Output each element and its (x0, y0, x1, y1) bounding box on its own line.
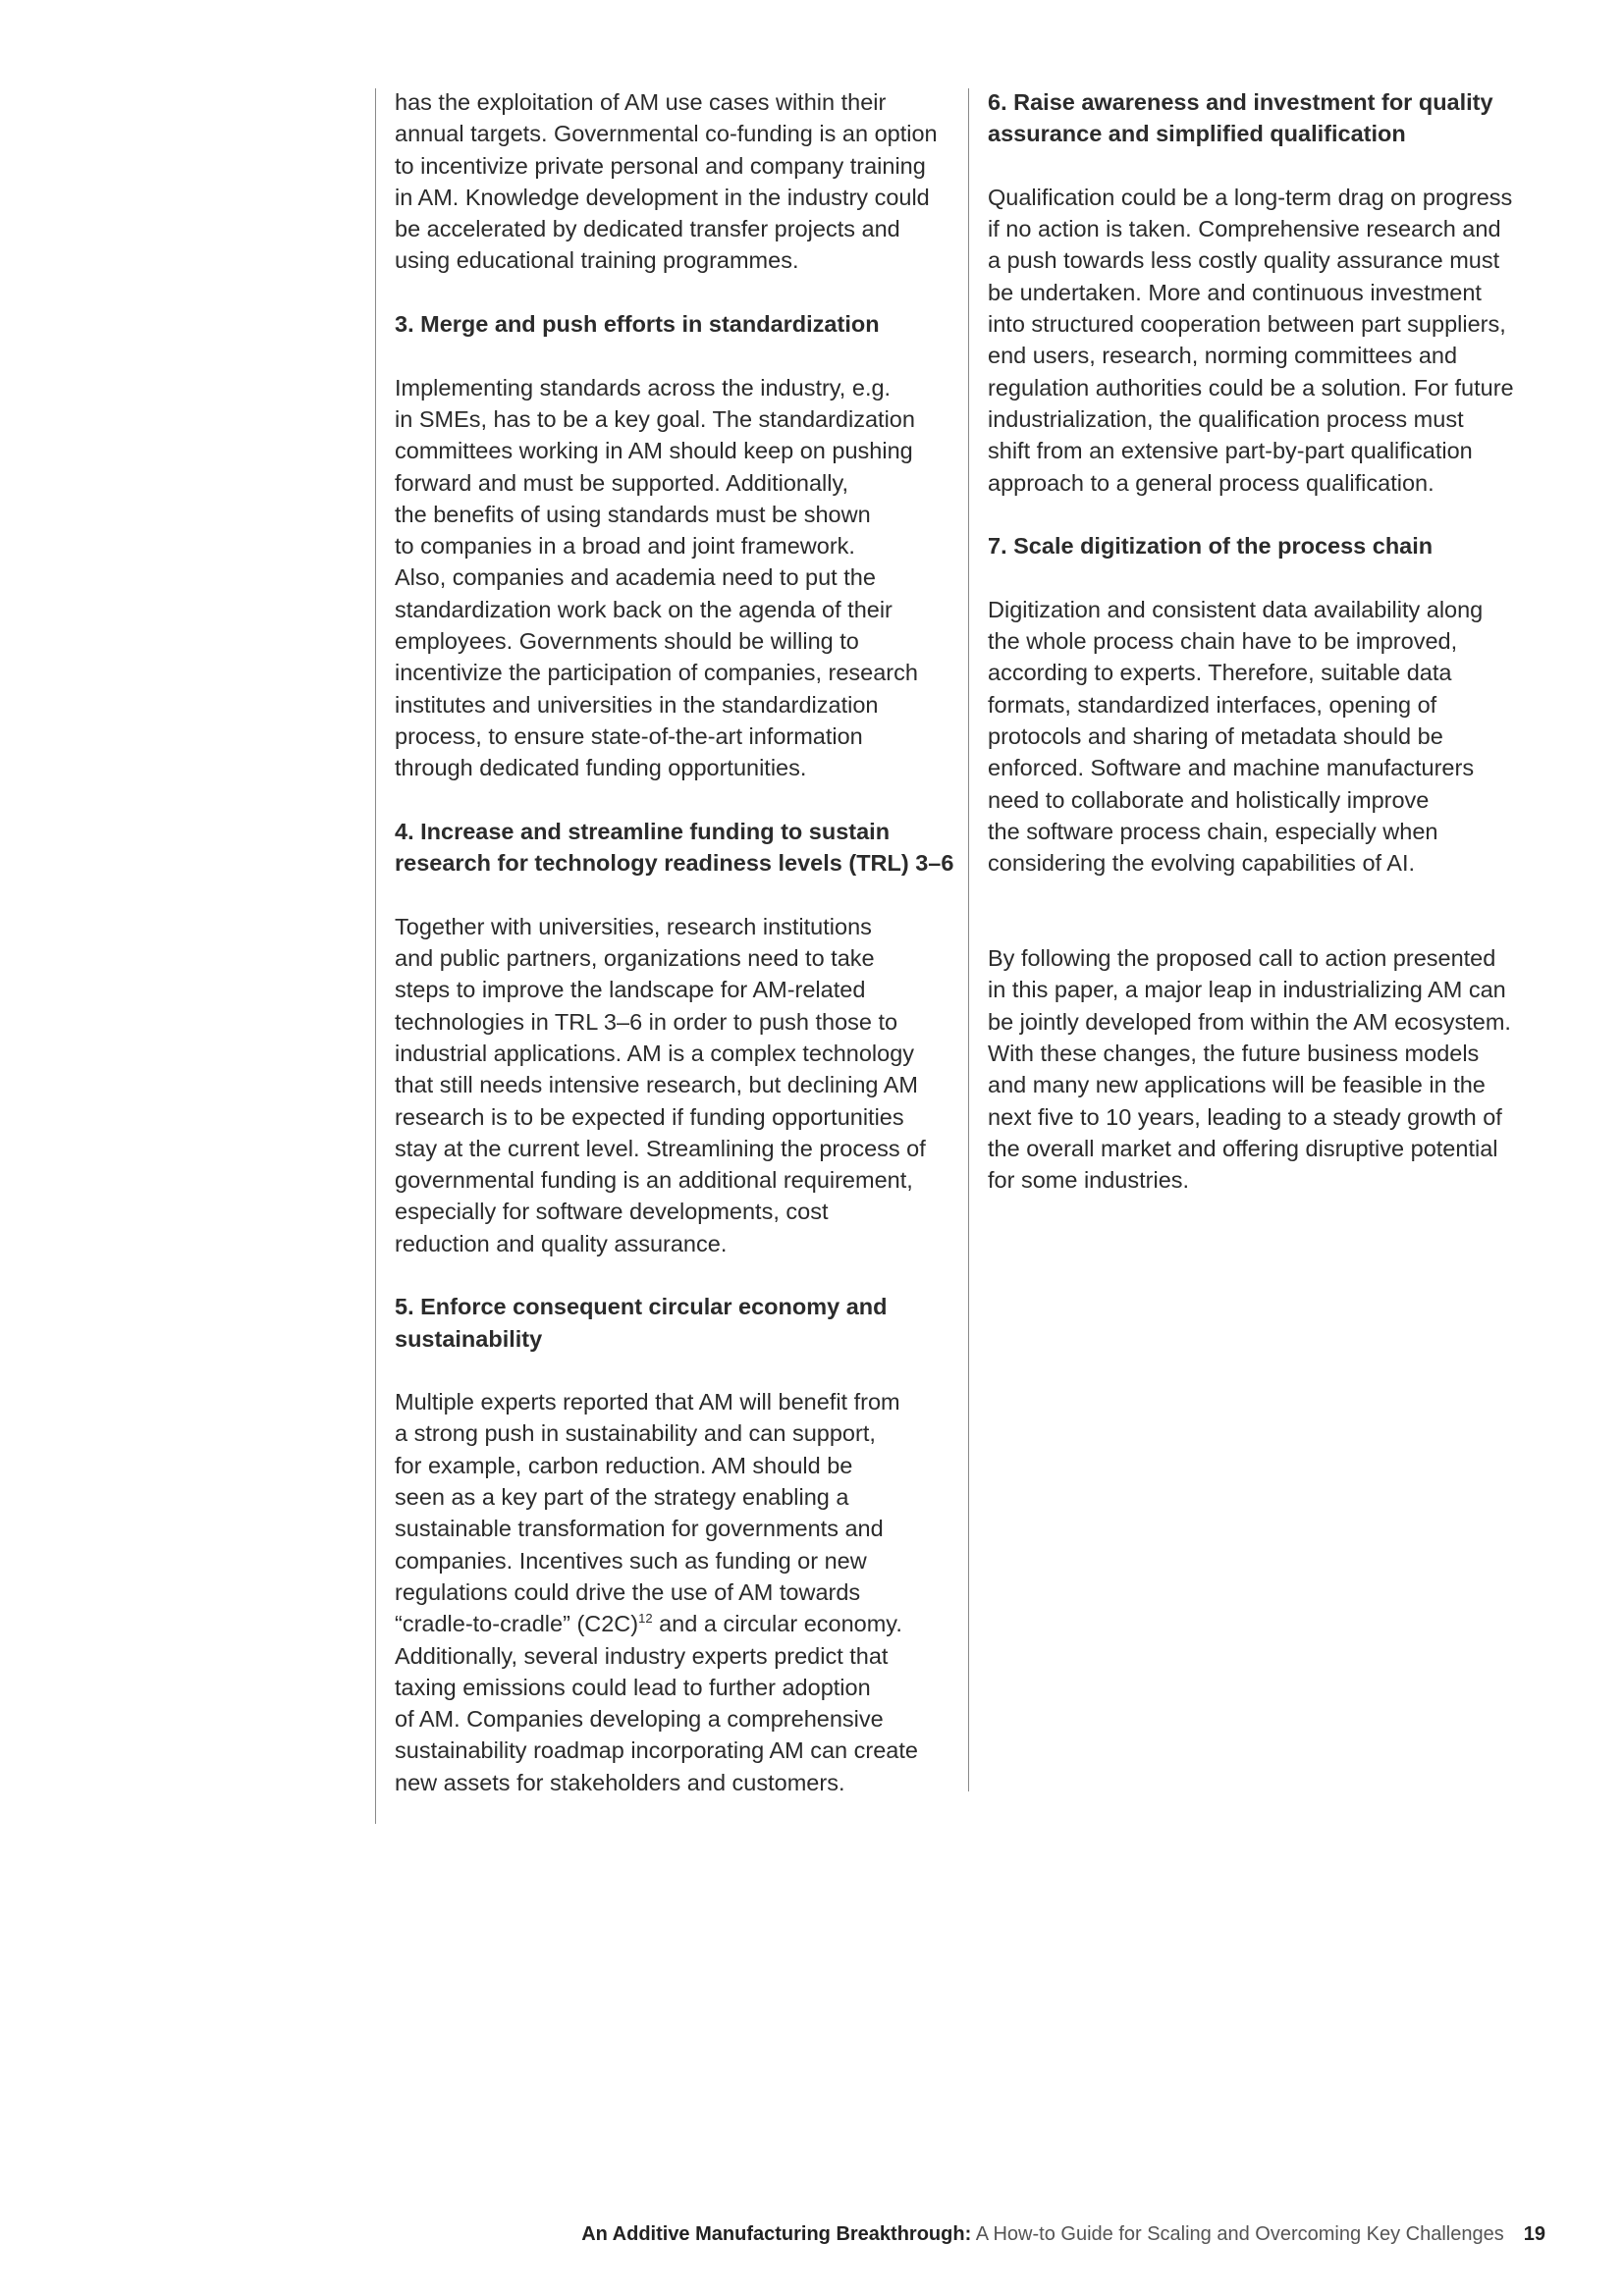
section-7-body: Digitization and consistent data availability along the whole process chain have to be improved, according to experts. Therefore, suitable data formats, standardized interfaces, opening of protocols and sharing of metadata should be enforced. Software and machine manufacturers need to collaborate and holistically improve the software process chain, especially when considering the evolving capabilities of AI. (988, 596, 1484, 877)
section-7-heading: 7. Scale digitization of the process chain (988, 533, 1434, 560)
section-6-heading: 6. Raise awareness and investment for quality assurance and simplified qualification (988, 89, 1493, 147)
section-5-heading: 5. Enforce consequent circular economy and sustainability (395, 1294, 888, 1352)
section-3-heading: 3. Merge and push efforts in standardization (395, 311, 880, 338)
page-footer (581, 2223, 1545, 2246)
section-3-body: Implementing standards across the industry, e.g. in SMEs, has to be a key goal. The standardization committees working in AM should keep on pushing forward and must be supported. Additionally, the benefits of using standards must be shown to companies in a broad and joint framework. Also, companies and academia need to put the standardization work back on the agenda of their employees. Governments should be willing to incentivize the participation of companies, research institutes and universities in the standardization process, to ensure state-of-the-art information through dedicated funding opportunities. (395, 374, 918, 781)
section-4-body: Together with universities, research institutions and public partners, organizations need to take steps to improve the landscape for AM-related technologies in TRL 3–6 in order to push those to industrial applications. AM is a complex technology that still needs intensive research, but declining AM research is to be expected if funding opportunities stay at the current level. Streamlining the process of governmental funding is an additional requirement, especially for software developments, cost reduction and quality assurance. (395, 913, 926, 1256)
left-column-rule (375, 88, 376, 1824)
section-5-body-part-1: Multiple experts reported that AM will benefit from a strong push in sustainability and can support, for example, carbon reduction. AM should be seen as a key part of the strategy enabling a sustainable transformation for governments and companies. Incentives such as funding or new regulations could drive the use of AM towards “cradle-to-cradle” (C2C) (395, 1389, 900, 1637)
left-column (395, 86, 964, 1798)
page-number: 19 (1523, 2223, 1545, 2245)
footer-title-bold: An Additive Manufacturing Breakthrough: (581, 2223, 972, 2245)
section-4-heading: 4. Increase and streamline funding to sustain research for technology readiness levels (TRL) 3–6 (395, 818, 954, 877)
right-column (988, 86, 1557, 1196)
footnote-marker: 12 (638, 1611, 653, 1627)
intro-paragraph: has the exploitation of AM use cases within their annual targets. Governmental co-funding is an option to incentivize private personal and company training in AM. Knowledge development in the industry could be accelerated by dedicated transfer projects and using educational training programmes. (395, 89, 938, 274)
section-5-body (395, 1386, 964, 1798)
conclusion-paragraph: By following the proposed call to action presented in this paper, a major leap in industrializing AM can be jointly developed from within the AM ecosystem. With these changes, the future business models and many new applications will be feasible in the next five to 10 years, leading to a steady growth of the overall market and offering disruptive potential for some industries. (988, 945, 1511, 1194)
right-column-rule (968, 88, 969, 1791)
section-5-body-part-2: and a circular economy. Additionally, several industry experts predict that taxing emissions could lead to further adoption of AM. Companies developing a comprehensive sustainability roadmap incorporating AM can create new assets for stakeholders and customers. (395, 1611, 918, 1795)
section-6-body: Qualification could be a long-term drag on progress if no action is taken. Comprehensive research and a push towards less costly quality assurance must be undertaken. More and continuous investment into structured cooperation between part suppliers, end users, research, norming committees and regulation authorities could be a solution. For future industrialization, the qualification process must shift from an extensive part-by-part qualification approach to a general process qualification. (988, 184, 1514, 496)
footer-title-rest: A How-to Guide for Scaling and Overcoming Key Challenges (971, 2223, 1504, 2245)
